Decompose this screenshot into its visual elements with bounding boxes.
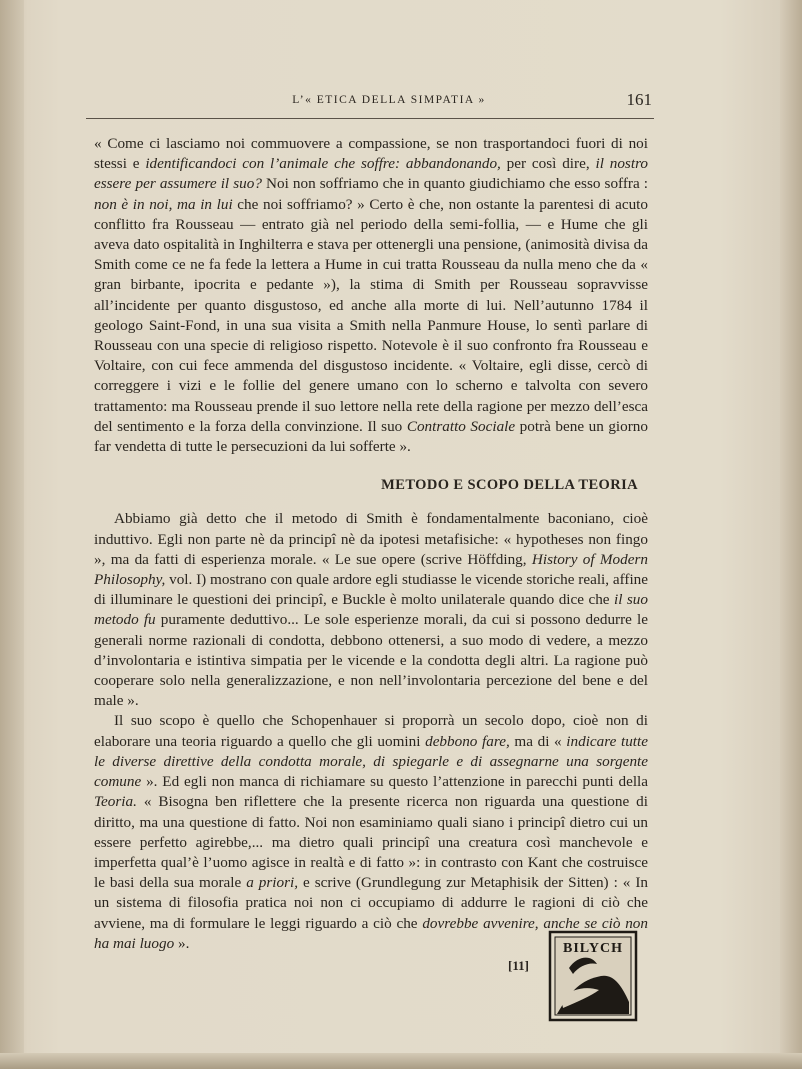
paragraph-quote-continuation: « Come ci lasciamo noi commuovere a compassione, se non trasportandoci fuori di noi stessi e identificandoci con l’animale che soffre: abbandonando, per così dire, il nostro essere per assumere il suo? Noi non soffriamo che in quanto giudichiamo che esso soffra : non è in noi, ma in lui che noi soffriamo? » Certo è che, non ostante la parentesi di acuto conflitto fra Rousseau — entrato già nel periodo della semi-follia, — e Hume che gli aveva dato ospitalità in Inghilterra e stava per ottenergli una pensione, (animosità divisa da Smith come ce ne fa fede la lettera a Hume in cui tratta Rousseau da nulla meno che da « gran birbante, ipocrita e pedante »), la stima di Smith per Rousseau sopravvisse all’incidente per quanto disgustoso, ed anche alla morte di lui. Nell’autunno 1784 il geologo Saint-Fond, in una sua visita a Smith nella Panmure House, lo sentì parlare di Rousseau con una specie di religioso rispetto. Notevole è il suo confronto fra Rousseau e Voltaire, con cui fece ammenda del disgustoso incidente. « Voltaire, egli disse, cercò di correggere i vizi e le follie del genere umano con lo scherno e talvolta con severo trattamento: ma Rousseau prende il suo lettore nella rete della ragione per mezzo dell’esca del sentimento e la forza della convinzione. Il suo Contratto Sociale potrà bene un giorno far vendetta di tutte le persecuzioni da lui sofferte ». (94, 135, 649, 456)
section-title: METODO E SCOPO DELLA TEORIA (381, 477, 638, 494)
page-edge-bottom (0, 1053, 802, 1069)
signature-mark: [11] (508, 958, 529, 973)
running-head: L’« ETICA DELLA SIMPATIA » (292, 94, 486, 106)
body-text (94, 134, 648, 954)
page-header (86, 90, 652, 118)
page-edge-right (780, 0, 802, 1069)
bookplate-lettering: BILYCH (563, 941, 623, 956)
header-rule (86, 118, 654, 119)
page-number: 161 (626, 90, 652, 109)
paragraph-method: Abbiamo già detto che il metodo di Smith è fondamentalmente baconiano, cioè induttivo. Egli non parte nè da principî nè da ipotesi metafisiche: « hypotheses non fingo », ma da fatti di esperienza morale. « Le sue opere (scrive Höffding, History of Modern Philosophy, vol. I) mostrano con quale ardore egli studiasse le vicende storiche reali, affine di illuminare le questioni dei principî, e Buckle è molto unilaterale quando dice che il suo metodo fu puramente deduttivo... Le sole esperienze morali, da cui si possono dedurre le generali norme razionali di condotta, debbono ottenersi, a suo modo di vedere, a mezzo d’involontaria e istintiva simpatia per le vicende e la condotta degli altri. La ragione può cooperare solo nella generalizzazione, e non nell’involontaria percezione del bene e del male ». (94, 510, 648, 710)
paragraph-scope: Il suo scopo è quello che Schopenhauer si proporrà un secolo dopo, cioè non di elaborare una teoria riguardo a quello che gli uomini debbono fare, ma di « indicare tutte le diverse direttive della condotta morale, di spiegarle e di assegnarne una sorgente comune ». Ed egli non manca di richiamare su questo l’attenzione in parecchi punti della Teoria. « Bisogna ben riflettere che la presente ricerca non riguarda una questione di diritto, ma una questione di fatto. Noi non esaminiamo quali siano i principî dietro cui un essere perfetto agirebbe,... ma dietro quali principî una creatura così manchevole e imperfetta qual’è l’uomo agisce in realtà e di fatto »: in contrasto con Kant che costruisce le basi della sua morale a priori, e scrive (Grundlegung zur Metaphisik der Sitten) : « In un sistema di filosofia pratica noi non ci occupiamo di addurre le ragioni di ciò che avviene, ma di formulare le leggi riguardo a ciò che dovrebbe avvenire, anche se ciò non ha mai luogo ». (94, 712, 648, 952)
page-gutter (0, 0, 24, 1069)
bookplate-emblem (547, 928, 639, 1024)
